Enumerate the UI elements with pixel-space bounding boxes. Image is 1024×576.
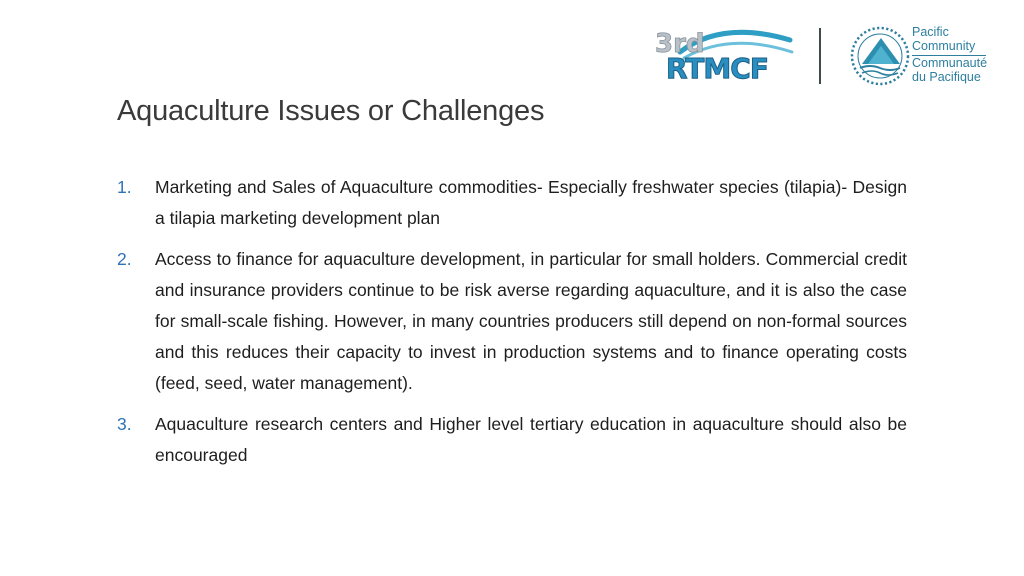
spc-line-2: Community [912, 38, 976, 53]
spc-line-3: Communauté [912, 56, 988, 70]
challenges-list [117, 172, 907, 481]
rtmcf-logo [652, 22, 797, 86]
list-item [117, 409, 907, 471]
rtmcf-ordinal: 3rd [655, 29, 705, 59]
pacific-community-wordmark [912, 26, 987, 84]
logo-divider [819, 28, 821, 84]
pacific-community-emblem-icon [848, 24, 912, 88]
spc-line-4: du Pacifique [912, 69, 981, 84]
list-item-text: Marketing and Sales of Aquaculture commodities- Especially freshwater species (tilapia)- Design a tilapia marketing development plan [155, 177, 907, 228]
slide-title: Aquaculture Issues or Challenges [117, 95, 545, 127]
spc-line-1: Pacific [912, 25, 949, 39]
rtmcf-name: RTMCF [666, 52, 768, 85]
list-item-number: 2. [117, 249, 132, 269]
list-item [117, 244, 907, 399]
list-item-number: 1. [117, 177, 132, 197]
list-item-text: Access to finance for aquaculture development, in particular for small holders. Commercial credit and insurance providers continue to be risk averse regarding aquaculture, and it is also the case for small-scale fishing. However, in many countries producers still depend on non-formal sources and this reduces their capacity to invest in production systems and to finance operating costs (feed, seed, water management). [155, 249, 907, 393]
list-item-text: Aquaculture research centers and Higher level tertiary education in aquaculture should also be encouraged [155, 414, 907, 465]
list-item [117, 172, 907, 234]
list-item-number: 3. [117, 414, 132, 434]
